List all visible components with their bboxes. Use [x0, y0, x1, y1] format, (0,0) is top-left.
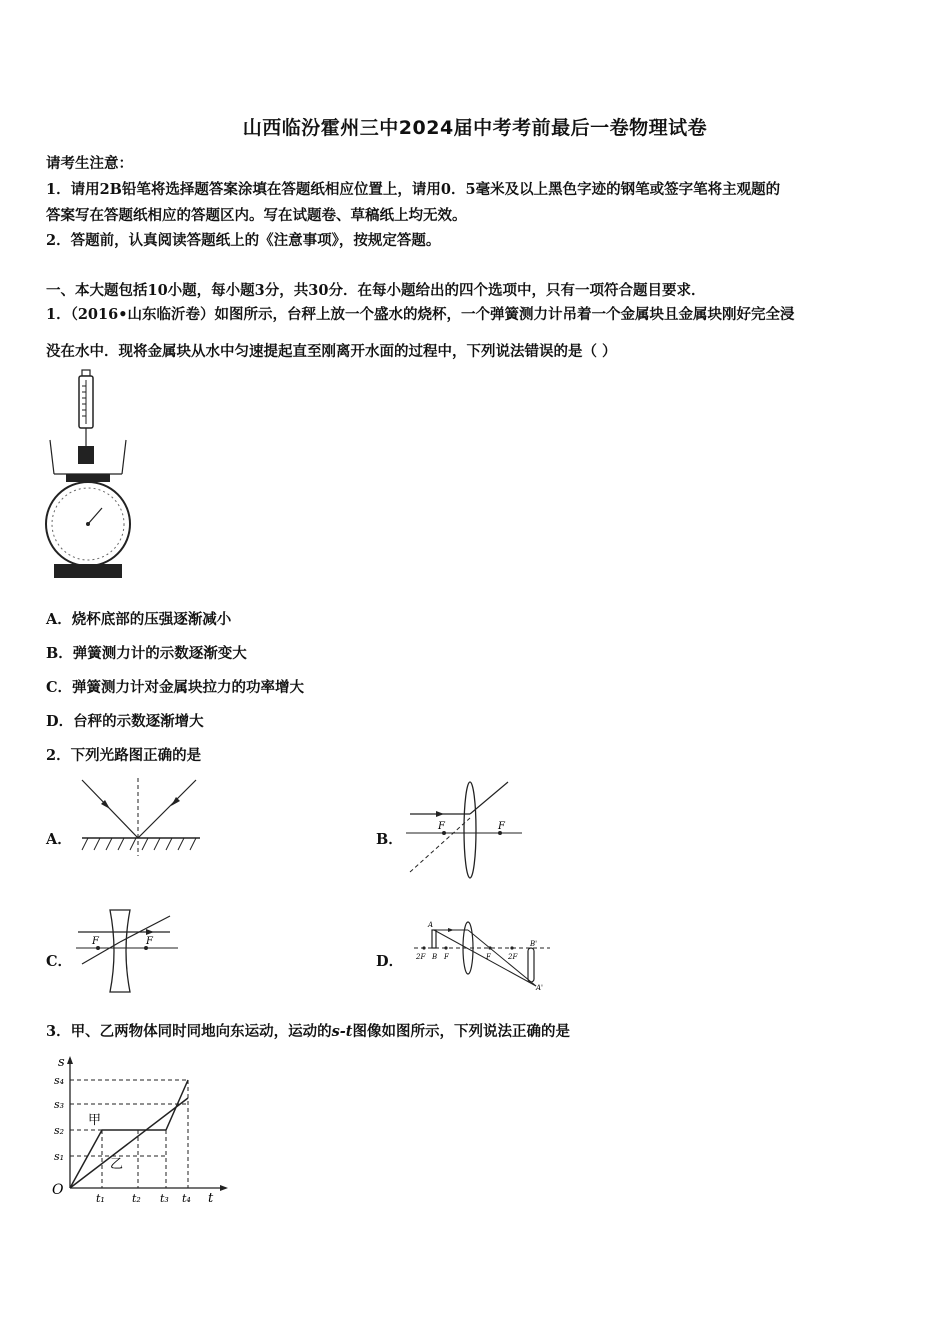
q1-option-b: B．弹簧测力计的示数逐渐变大 — [46, 645, 247, 662]
q3-tick-t2: t₂ — [132, 1192, 141, 1204]
q2-figure-c-concave-lens — [74, 906, 180, 996]
q3-label-jia: 甲 — [88, 1113, 102, 1128]
q2-label-d: D． — [376, 953, 404, 970]
q1-scale-figure — [40, 368, 140, 583]
q3-tick-t4: t₄ — [182, 1192, 191, 1204]
notice-item1-line2: 答案写在答题纸相应的答题区内。写在试题卷、草稿纸上均无效。 — [46, 207, 467, 224]
section-heading: 一、本大题包括10小题，每小题3分，共30分．在每小题给出的四个选项中，只有一项符合题目要求． — [46, 282, 706, 299]
q3-tick-t3: t₃ — [160, 1192, 169, 1204]
q2-label-b: B． — [376, 831, 403, 848]
q3-stem-var: s-t — [331, 1023, 353, 1040]
q2d-label-2f-left: 2F — [416, 953, 426, 961]
q2d-label-b: B — [432, 953, 438, 961]
q2d-label-a: A — [428, 921, 434, 929]
q2b-focus-left: F — [438, 821, 445, 832]
q2c-focus-left: F — [92, 936, 99, 947]
page-title: 山西临汾霍州三中2024届中考考前最后一卷物理试卷 — [242, 117, 708, 139]
q2d-label-b-prime: B' — [530, 940, 538, 948]
q1-option-a: A．烧杯底部的压强逐渐减小 — [46, 611, 232, 628]
notice-item1-line1: 1．请用2B铅笔将选择题答案涂填在答题纸相应位置上，请用0．5毫米及以上黑色字迹的钢笔或签字笔将主观题的 — [46, 181, 781, 198]
q2d-label-f-right: F — [486, 953, 491, 961]
q1-option-d: D．台秤的示数逐渐增大 — [46, 713, 204, 730]
q2-label-c: C． — [46, 953, 73, 970]
q2d-label-2f-right: 2F — [508, 953, 518, 961]
notice-heading: 请考生注意： — [46, 155, 133, 172]
q3-axis-s: s — [58, 1055, 65, 1070]
q3-origin: O — [52, 1182, 64, 1198]
q2d-label-f-left: F — [444, 953, 449, 961]
q3-tick-s1: s₁ — [54, 1150, 65, 1163]
notice-item2: 2．答题前，认真阅读答题纸上的《注意事项》，按规定答题。 — [46, 232, 441, 249]
q2-figure-a-reflection — [76, 776, 206, 858]
q2d-label-a-prime: A' — [536, 984, 543, 992]
q3-stem-post: 图像如图所示，下列说法正确的是 — [352, 1023, 570, 1040]
q1-stem-line1: 1．（2016•山东临沂卷）如图所示，台秤上放一个盛水的烧杯，一个弹簧测力计吊着一个金属块且金属块刚好完全浸 — [46, 306, 795, 323]
q3-label-yi: 乙 — [110, 1157, 124, 1172]
q2-stem: 2．下列光路图正确的是 — [46, 747, 202, 764]
q3-stem-pre: 3．甲、乙两物体同时同地向东运动，运动的 — [46, 1023, 332, 1040]
q3-axis-t: t — [208, 1191, 214, 1204]
q3-st-graph — [44, 1052, 234, 1204]
q2b-focus-right: F — [498, 821, 505, 832]
q1-option-c: C．弹簧测力计对金属块拉力的功率增大 — [46, 679, 305, 696]
q1-stem-line2: 没在水中．现将金属块从水中匀速提起直至刚离开水面的过程中，下列说法错误的是（ ） — [46, 343, 617, 360]
q3-tick-s4: s₄ — [54, 1074, 65, 1087]
q2-figure-d-image-formation — [412, 918, 552, 994]
q2-figure-b-convex-lens — [404, 780, 524, 882]
q3-tick-s3: s₃ — [54, 1098, 65, 1111]
q2-label-a: A． — [46, 831, 72, 848]
q2c-focus-right: F — [146, 936, 153, 947]
q3-tick-s2: s₂ — [54, 1124, 65, 1137]
q3-tick-t1: t₁ — [96, 1192, 105, 1204]
q3-stem — [46, 1020, 570, 1041]
